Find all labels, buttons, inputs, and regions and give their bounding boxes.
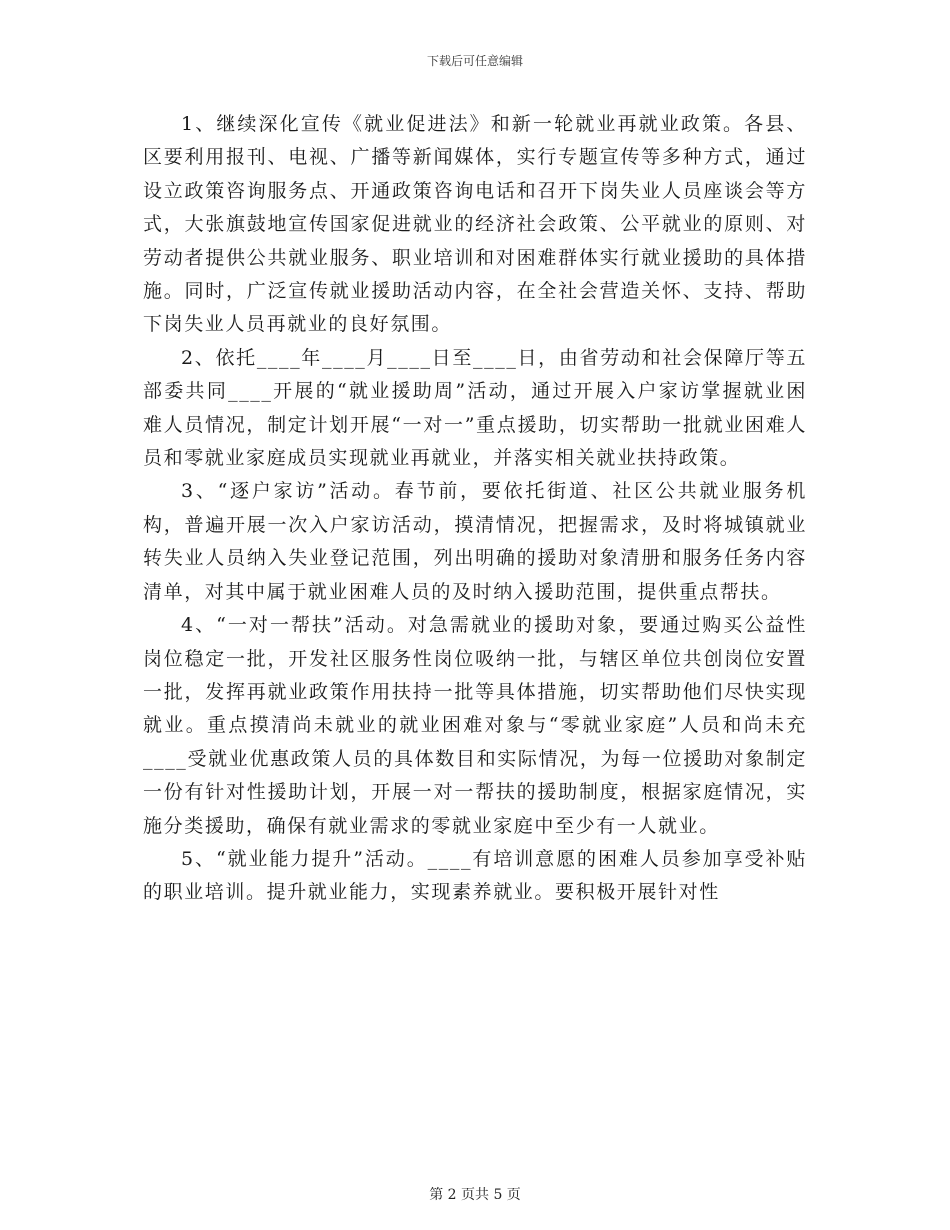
- document-body: [143, 108, 807, 910]
- paragraph-4: 4、“一对一帮扶”活动。对急需就业的援助对象，要通过购买公益性岗位稳定一批，开发社区服务性岗位吸纳一批，与辖区单位共创岗位安置一批，发挥再就业政策作用扶持一批等具体措施，切实帮助他们尽快实现就业。重点摸清尚未就业的就业困难对象与“零就业家庭”人员和尚未充____受就业优惠政策人员的具体数目和实际情况，为每一位援助对象制定一份有针对性援助计划，开展一对一帮扶的援助制度，根据家庭情况，实施分类援助，确保有就业需求的零就业家庭中至少有一人就业。: [143, 614, 807, 837]
- page-header: 下载后可任意编辑: [426, 54, 523, 68]
- paragraph-5: 5、“就业能力提升”活动。____有培训意愿的困难人员参加享受补贴的职业培训。提升就业能力，实现素养就业。要积极开展针对性: [143, 847, 807, 904]
- paragraph-2: 2、依托____年____月____日至____日，由省劳动和社会保障厅等五部委共同____开展的“就业援助周”活动，通过开展入户家访掌握就业困难人员情况，制定计划开展“一对一”重点援助，切实帮助一批就业困难人员和零就业家庭成员实现就业再就业，并落实相关就业扶持政策。: [143, 346, 807, 470]
- paragraph-3: 3、“逐户家访”活动。春节前，要依托街道、社区公共就业服务机构，普遍开展一次入户家访活动，摸清情况，把握需求，及时将城镇就业转失业人员纳入失业登记范围，列出明确的援助对象清册和服务任务内容清单，对其中属于就业困难人员的及时纳入援助范围，提供重点帮扶。: [143, 480, 807, 603]
- paragraph-1: 1、继续深化宣传《就业促进法》和新一轮就业再就业政策。各县、区要利用报刊、电视、广播等新闻媒体，实行专题宣传等多种方式，通过设立政策咨询服务点、开通政策咨询电话和召开下岗失业人员座谈会等方式，大张旗鼓地宣传国家促进就业的经济社会政策、公平就业的原则、对劳动者提供公共就业服务、职业培训和对困难群体实行就业援助的具体措施。同时，广泛宣传就业援助活动内容，在全社会营造关怀、支持、帮助下岗失业人员再就业的良好氛围。: [143, 113, 807, 336]
- page-footer: 第 2 页共 5 页: [429, 1187, 521, 1203]
